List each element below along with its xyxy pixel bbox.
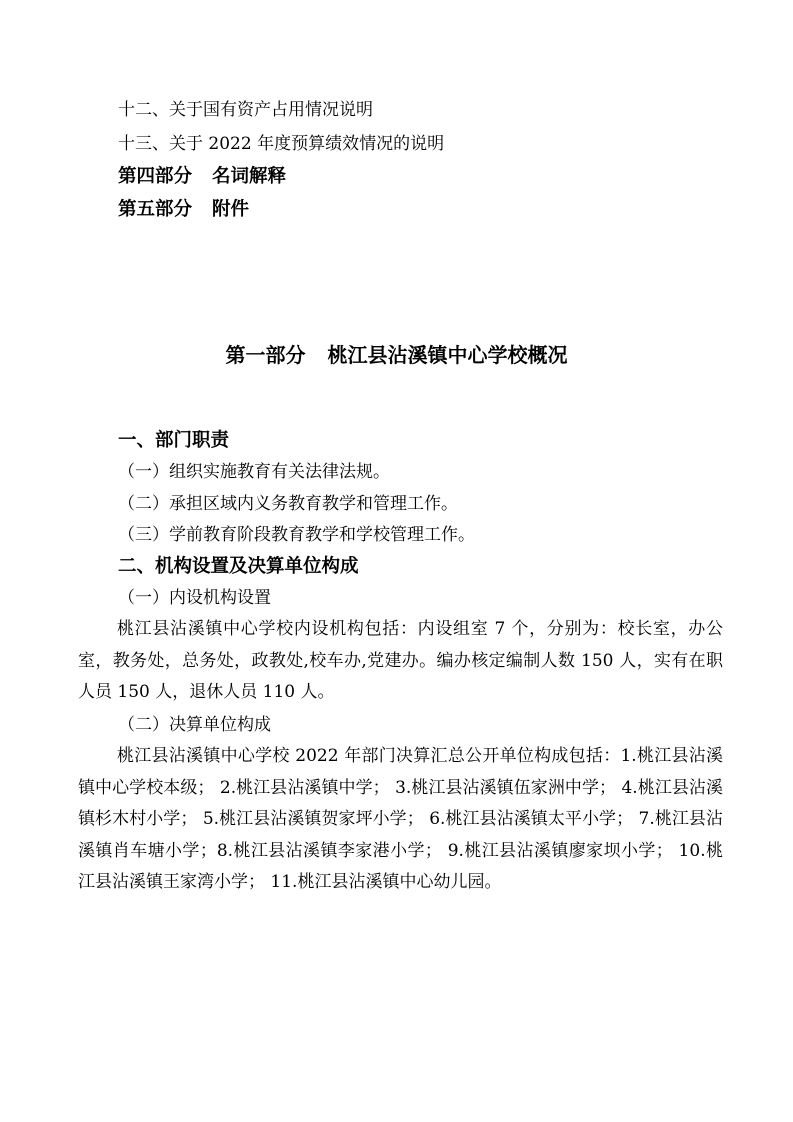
toc-part-5-title: 附件 xyxy=(212,199,250,220)
toc-part-4-title: 名词解释 xyxy=(212,166,287,187)
part-1-title xyxy=(0,344,793,366)
toc-part-5 xyxy=(118,199,249,221)
toc-part-4-label: 第四部分 xyxy=(118,166,193,187)
paragraph-internal-structure: 桃江县沾溪镇中心学校内设机构包括：内设组室 7 个，分别为：校长室，办公室，教务处，总务处，政教处,校车办,党建办。编办核定编制人数 150 人，实有在职人员 150 人，退休人员 110 人。 xyxy=(78,619,723,703)
toc-part-4 xyxy=(118,166,286,188)
part-1-label: 第一部分 xyxy=(225,343,306,367)
section-2-heading: 二、机构设置及决算单位构成 xyxy=(118,556,359,577)
section-2-sub-2: （二）决算单位构成 xyxy=(118,715,271,735)
section-1-heading: 一、部门职责 xyxy=(118,430,230,451)
duty-item-3: （三）学前教育阶段教育教学和学校管理工作。 xyxy=(118,525,475,545)
toc-item-12: 十二、关于国有资产占用情况说明 xyxy=(118,100,373,120)
section-2-sub-1: （一）内设机构设置 xyxy=(118,588,271,608)
duty-item-1: （一）组织实施教育有关法律法规。 xyxy=(118,462,390,482)
toc-part-5-label: 第五部分 xyxy=(118,199,193,220)
part-1-name: 桃江县沾溪镇中心学校概况 xyxy=(327,343,568,367)
duty-item-2: （二）承担区域内义务教育教学和管理工作。 xyxy=(118,494,458,514)
paragraph-units: 桃江县沾溪镇中心学校 2022 年部门决算汇总公开单位构成包括：1.桃江县沾溪镇中心学校本级； 2.桃江县沾溪镇中学； 3.桃江县沾溪镇伍家洲中学； 4.桃江县沾溪镇杉木村小学； 5.桃江县沾溪镇贺家坪小学； 6.桃江县沾溪镇太平小学； 7.桃江县沾溪镇肖车塘小学；8.桃江县沾溪镇李家港小学； 9.桃江县沾溪镇廖家坝小学； 10.桃江县沾溪镇王家湾小学； 11.桃江县沾溪镇中心幼儿园。 xyxy=(78,746,723,893)
toc-item-13: 十三、关于 2022 年度预算绩效情况的说明 xyxy=(118,134,445,154)
